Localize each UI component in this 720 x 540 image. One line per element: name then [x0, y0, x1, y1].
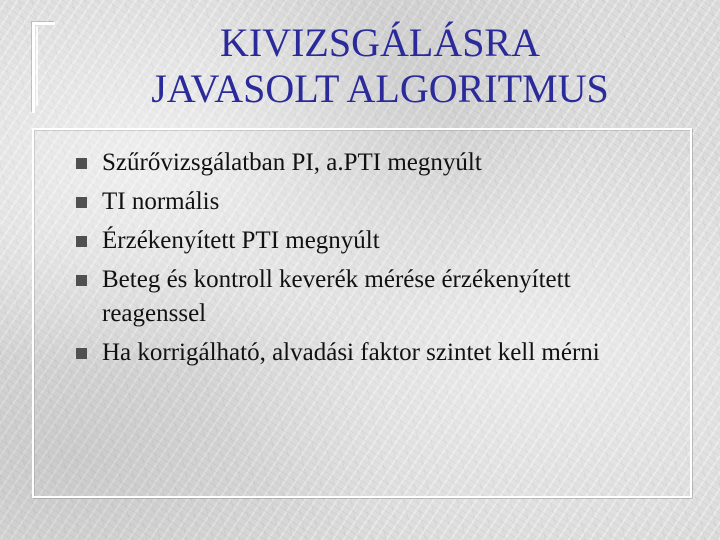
- slide-title-line-1: KIVIZSGÁLÁSRA: [220, 20, 540, 65]
- bullet-item-5: [76, 336, 676, 370]
- bullet-text-4: Beteg és kontroll keverék mérése érzékenyített reagenssel: [102, 266, 571, 327]
- slide-title: [60, 20, 700, 112]
- bullet-text-2: TI normális: [102, 188, 220, 215]
- bullet-text-5: Ha korrigálható, alvadási faktor szintet kell mérni: [102, 339, 600, 366]
- bullet-text-3: Érzékenyített PTI megnyúlt: [102, 227, 380, 254]
- square-bullet-icon: [76, 236, 87, 247]
- decorative-corner-line-inner: [36, 26, 52, 106]
- bullet-item-4: [76, 263, 676, 331]
- square-bullet-icon: [76, 197, 87, 208]
- bullet-text-1: Szűrővizsgálatban PI, a.PTI megnyúlt: [102, 149, 482, 176]
- bullet-item-3: [76, 224, 676, 258]
- square-bullet-icon: [76, 158, 87, 169]
- bullet-item-1: [76, 146, 676, 180]
- bullet-list: [76, 146, 676, 375]
- square-bullet-icon: [76, 275, 87, 286]
- square-bullet-icon: [76, 348, 87, 359]
- slide-title-line-2: JAVASOLT ALGORITMUS: [151, 66, 609, 111]
- bullet-item-2: [76, 185, 676, 219]
